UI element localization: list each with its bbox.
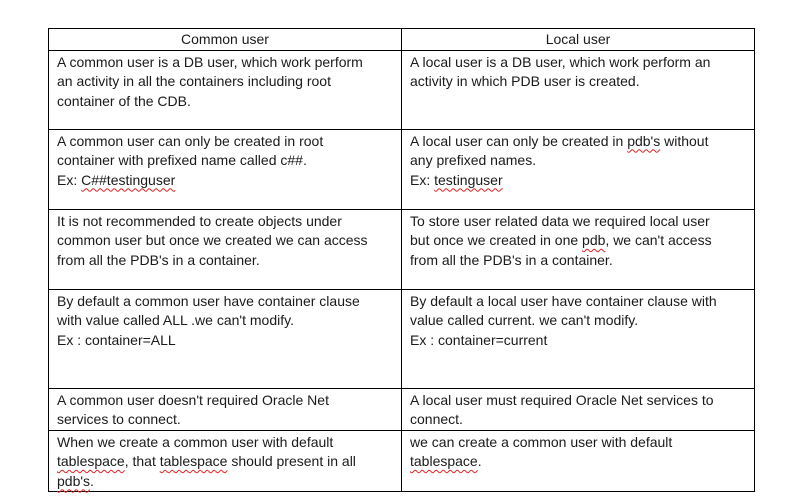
spellcheck-flagged-word: pdb (582, 232, 606, 248)
cell-line: A local user must required Oracle Net services to (410, 391, 714, 408)
spellcheck-flagged-word: tablespace (159, 453, 228, 469)
spellcheck-flagged-word: tablespace (410, 453, 478, 469)
header-row (49, 29, 755, 51)
local-user-cell (402, 388, 755, 430)
table-row (49, 430, 755, 492)
table-row (49, 129, 755, 209)
cell-line: tablespace, that tablespace should present in all (57, 453, 356, 469)
cell-line: connect. (410, 411, 463, 427)
cell-line: pdb's. (57, 472, 94, 489)
local-user-cell (402, 430, 755, 492)
common-user-cell (49, 388, 402, 430)
common-user-cell (49, 129, 402, 209)
cell-line: Ex : container=current (410, 331, 548, 348)
cell-line: container with prefixed name called c##. (57, 152, 307, 168)
spellcheck-flagged-word: C##testinguser (81, 171, 176, 188)
cell-line: To store user related data we required local user (410, 212, 710, 229)
header-common-user: Common user (49, 29, 402, 51)
cell-line: Ex: testinguser (410, 171, 503, 188)
common-user-cell (49, 289, 402, 388)
cell-line: from all the PDB's in a container. (410, 251, 613, 268)
common-user-cell (49, 430, 402, 492)
cell-line: any prefixed names. (410, 152, 537, 168)
cell-line: A common user can only be created in root (57, 132, 324, 149)
cell-line: container of the CDB. (57, 92, 191, 109)
cell-line: tablespace. (410, 453, 482, 469)
cell-line: with value called ALL .we can't modify. (57, 312, 294, 328)
cell-line: activity in which PDB user is created. (410, 73, 640, 89)
common-user-cell (49, 209, 402, 289)
local-user-cell (402, 50, 755, 129)
cell-line: It is not recommended to create objects under (57, 212, 342, 229)
common-user-cell (49, 50, 402, 129)
cell-line: from all the PDB's in a container. (57, 251, 260, 268)
table-row (49, 289, 755, 388)
spellcheck-flagged-word: testinguser (434, 171, 503, 188)
cell-line: A common user doesn't required Oracle Net (57, 391, 329, 408)
local-user-cell (402, 129, 755, 209)
cell-line: By default a common user have container clause (57, 292, 360, 309)
table-row (49, 50, 755, 129)
cell-line: A common user is a DB user, which work perform (57, 53, 363, 70)
cell-line: we can create a common user with default (410, 433, 673, 450)
comparison-table (48, 28, 755, 492)
cell-line: By default a local user have container clause with (410, 292, 717, 309)
spellcheck-flagged-word: pdb's (57, 472, 91, 489)
cell-line: common user but once we created we can access (57, 232, 368, 248)
cell-line: services to connect. (57, 411, 181, 427)
spellcheck-flagged-word: tablespace (57, 453, 125, 469)
cell-line: an activity in all the containers including root (57, 73, 331, 89)
local-user-cell (402, 289, 755, 388)
cell-line: but once we created in one pdb, we can't access (410, 232, 712, 248)
table-row (49, 388, 755, 430)
cell-line: A local user can only be created in pdb's without (410, 132, 709, 149)
table-row (49, 209, 755, 289)
cell-line: value called current. we can't modify. (410, 312, 639, 328)
cell-line: Ex : container=ALL (57, 331, 176, 348)
cell-line: A local user is a DB user, which work perform an (410, 53, 711, 70)
spellcheck-flagged-word: pdb's (627, 132, 661, 149)
header-local-user: Local user (402, 29, 755, 51)
local-user-cell (402, 209, 755, 289)
cell-line: Ex: C##testinguser (57, 171, 176, 188)
cell-line: When we create a common user with default (57, 433, 334, 450)
